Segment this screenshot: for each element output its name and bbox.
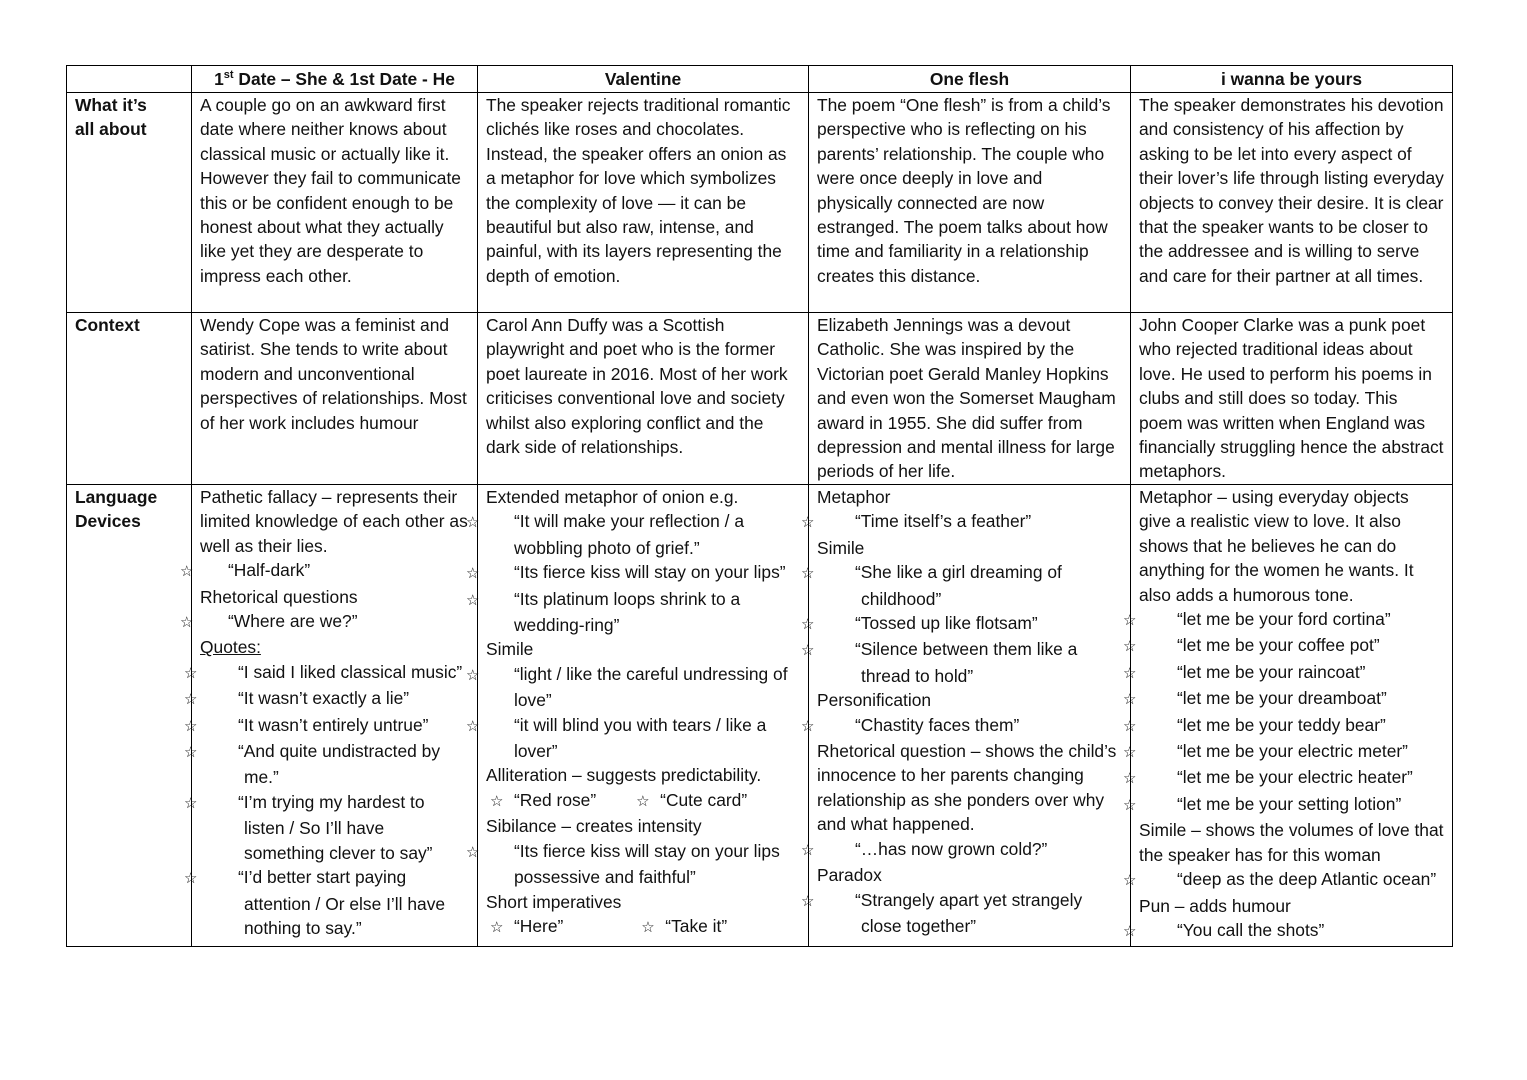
star-icon: ☆ [466,565,480,583]
about-i-wanna-be-yours: The speaker demonstrates his devotion and consistency of his affection by asking to be let into every aspect of their lover’s life through listing everyday objects to convey their desire. It is clear that the speaker wants to be closer to the addressee and is willing to serve and care for their partner at all times. [1131,93,1453,313]
header-valentine: Valentine [478,66,809,93]
devices-one-flesh [801,485,1131,947]
quote-item: ☆ “I’m trying my hardest to listen / So I’ll have something clever to say” [184,791,433,863]
devices-i-wanna-be-yours [1123,485,1453,947]
header-blank-cell [67,66,192,93]
star-icon: ☆ [1123,717,1137,735]
quote-item: ☆ “I’d better start paying attention / Or else I’ll have nothing to say.” [184,867,446,938]
star-icon: ☆ [490,918,504,936]
row-context [67,313,1453,485]
star-icon: ☆ [1123,872,1137,890]
star-icon: ☆ [1123,922,1137,940]
quote-item: ☆ “Its fierce kiss will stay on your lips” [486,560,800,586]
device-heading: Metaphor [817,487,891,507]
quote-pair: ☆ “Red rose” ☆ “Cute card” [486,788,800,814]
quote-item: ☆ “And quite undistracted by me.” [184,741,441,788]
quote-item: ☆ “Its platinum loops shrink to a wedding-ring” [466,588,741,636]
device-heading: Metaphor – using everyday objects give a realistic view to love. It also shows that he believes he can do anything for the women he wants. It also adds a humorous tone. [1139,487,1414,605]
device-heading: Quotes: [200,637,261,658]
header-first-date: 1st Date – She & 1st Date - He [192,66,478,93]
star-icon: ☆ [466,666,480,684]
star-icon: ☆ [184,717,198,735]
star-icon: ☆ [184,744,198,762]
star-icon: ☆ [801,514,815,532]
quote-item: ☆ “Its fierce kiss will stay on your lips possessive and faithful” [466,840,780,888]
context-valentine: Carol Ann Duffy was a Scottish playwright and poet who is the former poet laureate in 2016. Most of her work criticises conventional love and society whilst also exploring conflict and the dark side of relationships. [478,313,809,485]
quote-item: ☆ “let me be your electric meter” [1139,739,1444,765]
row-about [67,93,1453,313]
quote-item: ☆ “Half-dark” [200,558,469,584]
star-icon: ☆ [180,614,194,632]
quote-item: ☆ “It wasn’t exactly a lie” [200,686,469,712]
row-label-about: What it’s all about [67,93,192,313]
quote-item: ☆ “let me be your teddy bear” [1139,713,1444,739]
quote-item: ☆ “let me be your dreamboat” [1139,686,1444,712]
star-icon: ☆ [466,717,480,735]
quote-item: ☆ “Chastity faces them” [817,713,1122,739]
quote-item: ☆ “let me be your raincoat” [1139,660,1444,686]
quote-pair: ☆ “Here” ☆ “Take it” [486,914,800,940]
quote-item: ☆ “I said I liked classical music” [200,660,469,686]
star-icon: ☆ [1123,612,1137,630]
devices-valentine [466,485,809,947]
row-devices [67,485,1453,947]
row-label-context: Context [67,313,192,485]
quote-item: ☆ “let me be your ford cortina” [1139,607,1444,633]
device-heading: Pathetic fallacy – represents their limited knowledge of each other as well as their lies. [200,487,468,556]
quote-item: ☆ “it will blind you with tears / like a lover” [466,714,767,762]
star-icon: ☆ [466,514,480,532]
star-icon: ☆ [636,792,650,810]
about-first-date: A couple go on an awkward first date where neither knows about classical music or actually like it. However they fail to communicate this or be confident enough to be honest about what they actually like yet they are desperate to impress each other. [192,93,478,313]
star-icon: ☆ [466,591,480,609]
device-heading: Pun – adds humour [1139,895,1291,916]
device-heading: Simile – shows the volumes of love that the speaker has for this woman [1139,820,1444,865]
quote-item: ☆ “deep as the deep Atlantic ocean” [1139,867,1444,893]
quote-item: ☆ “Silence between them like a thread to hold” [801,639,1078,686]
star-icon: ☆ [801,892,815,910]
quote-item: ☆ “let me be your coffee pot” [1139,633,1444,659]
device-heading: Rhetorical questions [200,586,358,607]
quote-item: ☆ “Strangely apart yet strangely close together” [801,889,1083,936]
star-icon: ☆ [801,616,815,634]
row-label-devices: Language Devices [67,485,192,947]
star-icon: ☆ [801,642,815,660]
star-icon: ☆ [184,691,198,709]
star-icon: ☆ [801,841,815,859]
star-icon: ☆ [184,794,198,812]
header-i-wanna-be-yours: i wanna be yours [1131,66,1453,93]
quote-item: ☆ “She like a girl dreaming of childhood” [801,562,1062,609]
quote-item: ☆ “…has now grown cold?” [817,837,1122,863]
device-heading: Short imperatives [486,891,622,912]
device-heading: Alliteration – suggests predictability. [486,765,762,786]
device-heading: Extended metaphor of onion e.g. [486,487,739,507]
header-row [67,66,1453,93]
star-icon: ☆ [490,792,504,810]
star-icon: ☆ [801,565,815,583]
star-icon: ☆ [466,843,480,861]
header-one-flesh: One flesh [809,66,1131,93]
star-icon: ☆ [641,918,655,936]
context-first-date: Wendy Cope was a feminist and satirist. She tends to write about modern and unconventional perspectives of relationships. Most of her work includes humour [192,313,478,485]
context-i-wanna-be-yours: John Cooper Clarke was a punk poet who rejected traditional ideas about love. He used to perform his poems in clubs and still does so today. This poem was written when England was financially struggling hence the abstract metaphors. [1131,313,1453,485]
quote-item: ☆ “You call the shots” [1139,918,1444,944]
comparison-table [66,65,1453,947]
device-heading: Rhetorical question – shows the child’s innocence to her parents changing relationship as she ponders over why and what happened. [817,741,1117,835]
about-valentine: The speaker rejects traditional romantic clichés like roses and chocolates. Instead, the speaker offers an onion as a metaphor for love which symbolizes the complexity of love — it can be beautiful but also raw, intense, and painful, with its layers representing the depth of emotion. [478,93,809,313]
quote-item: ☆ “It wasn’t entirely untrue” [200,713,469,739]
device-heading: Simile [486,639,534,660]
star-icon: ☆ [1123,796,1137,814]
device-heading: Simile [817,537,865,558]
device-heading: Personification [817,690,932,711]
context-one-flesh: Elizabeth Jennings was a devout Catholic. She was inspired by the Victorian poet Gerald Manley Hopkins and even won the Somerset Maugham award in 1955. She did suffer from depression and mental illness for large periods of her life. [809,313,1131,485]
device-heading: Sibilance – creates intensity [486,816,702,837]
devices-first-date [180,485,478,947]
star-icon: ☆ [801,717,815,735]
quote-item: ☆ “Tossed up like flotsam” [817,611,1122,637]
star-icon: ☆ [184,664,198,682]
quote-item: ☆ “It will make your reflection / a wobbling photo of grief.” [466,511,745,558]
quote-item: ☆ “Where are we?” [200,609,469,635]
about-one-flesh: The poem “One flesh” is from a child’s perspective who is reflecting on his parents’ relationship. The couple who were once deeply in love and physically connected are now estranged. The poem talks about how time and familiarity in a relationship creates this distance. [809,93,1131,313]
star-icon: ☆ [180,563,194,581]
star-icon: ☆ [1123,744,1137,762]
quote-item: ☆ “light / like the careful undressing of love” [466,663,788,711]
device-heading: Paradox [817,865,882,886]
star-icon: ☆ [1123,638,1137,656]
star-icon: ☆ [1123,770,1137,788]
star-icon: ☆ [1123,691,1137,709]
quote-item: ☆ “let me be your setting lotion” [1139,792,1444,818]
quote-item: ☆ “let me be your electric heater” [1139,765,1444,791]
quote-item: ☆ “Time itself’s a feather” [817,509,1122,535]
star-icon: ☆ [184,870,198,888]
star-icon: ☆ [1123,664,1137,682]
